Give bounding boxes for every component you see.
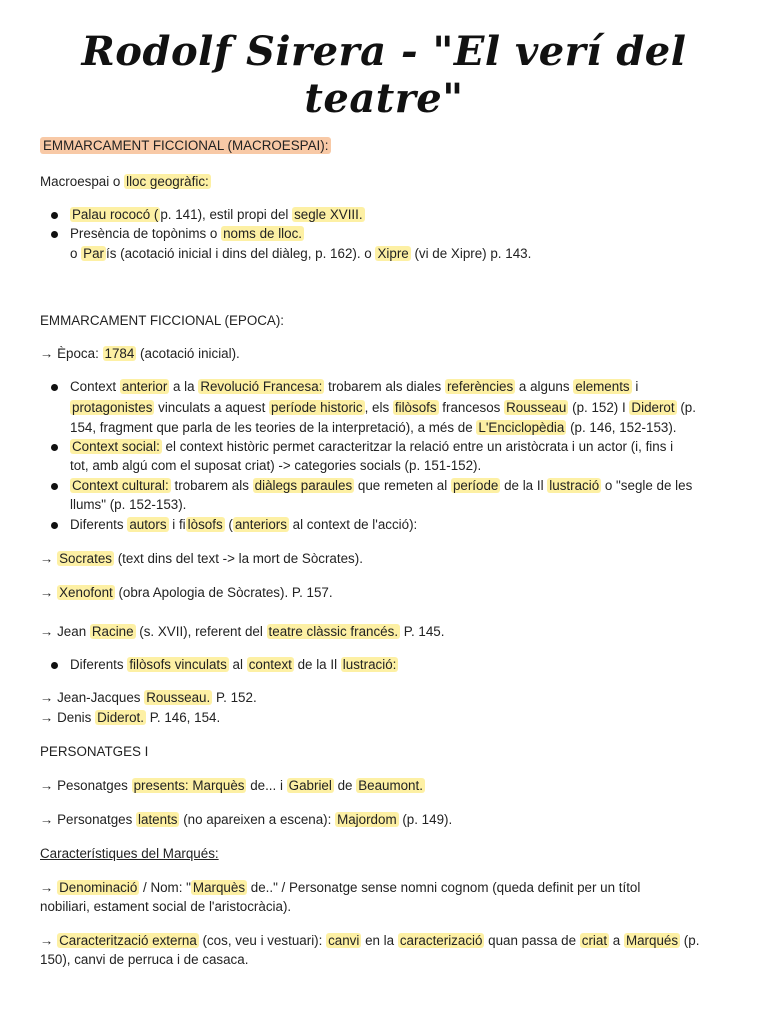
caracteristiques-heading: Característiques del Marqués:: [40, 846, 219, 861]
racine-line: → Jean Racine (s. XVII), referent del teatre clàssic francés. P. 145.: [40, 624, 445, 639]
list-item-toponims-cont: o Par ís (acotació inicial i dins del diàleg, p. 162). o Xipre (vi de Xipre) p. 143.: [70, 246, 532, 261]
list-item-context-social-l2: tot, amb algú com el suposat criat) -> categories socials (p. 151-152).: [70, 458, 482, 473]
list-item-context-anterior: Context anterior a la Revolució Francesa: trobarem als diales referències a alguns elements i: [70, 379, 639, 394]
xenofont-line: → Xenofont (obra Apologia de Sòcrates). P. 157.: [40, 585, 333, 600]
personatges-presents-line: → Pesonatges presents: Marquès de... i Gabriel de Beaumont.: [40, 778, 423, 793]
document-title: Rodolf Sirera - "El verí del teatre": [81, 28, 687, 122]
denominacio-line: → Denominació / Nom: " Marquès de.." / Personatge sense nomni cognom (queda definit per un títol: [40, 880, 641, 895]
diderot-line: → Denis Diderot. P. 146, 154.: [40, 710, 221, 725]
list-item-context-social: Context social: el context històric permet caracteritzar la relació entre un aristòcrata i un actor (i, fins i: [72, 439, 674, 454]
list-item-palau: Palau rococó ( p. 141), estil propi del segle XVIII.: [72, 207, 363, 222]
bullet-icon: [51, 212, 58, 219]
list-item-context-anterior-l3: 154, fragment que parla de les teories de la interpretació), a més de L'Enciclopèdia (p. 146, 152-153).: [70, 420, 677, 435]
socrates-line: → Socrates (text dins del text -> la mort de Sòcrates).: [40, 551, 363, 566]
epoca-line: → Època: 1784 (acotació inicial).: [40, 346, 240, 361]
bullet-icon: [51, 483, 58, 490]
macroespai-intro: Macroespai o lloc geogràfic:: [40, 174, 209, 189]
list-item-autors: Diferents autors i fi lòsofs ( anteriors al context de l'acció):: [70, 517, 418, 532]
denominacio-line-l2: nobiliari, estament social de l'aristocràcia).: [40, 899, 292, 914]
rousseau-line: → Jean-Jacques Rousseau. P. 152.: [40, 690, 257, 705]
section-heading-epoca: EMMARCAMENT FICCIONAL (EPOCA):: [40, 313, 285, 328]
caracteritzacio-line-l2: 150), canvi de perruca i de casaca.: [40, 952, 249, 967]
list-item-context-anterior-l2: protagonistes vinculats a aquest període historic , els filòsofs francesos Rousseau (p. 152) I Diderot (p.: [72, 400, 696, 415]
caracteritzacio-line: → Caracterització externa (cos, veu i vestuari): canvi en la caracterizació quan passa de criat a Marqués (p.: [40, 933, 700, 948]
bullet-icon: [51, 522, 58, 529]
list-item-toponims: Presència de topònims o noms de lloc.: [70, 226, 303, 241]
bullet-icon: [51, 444, 58, 451]
bullet-icon: [51, 231, 58, 238]
list-item-context-cultural: Context cultural: trobarem als diàlegs paraules que remeten al període de la Il lustració o "segle de les: [72, 478, 693, 493]
bullet-icon: [51, 384, 58, 391]
section-heading-macroespai: EMMARCAMENT FICCIONAL (MACROESPAI):: [40, 136, 730, 155]
list-item-filosofs: Diferents filòsofs vinculats al context de la Il lustració:: [70, 657, 397, 672]
list-item-context-cultural-l2: llums" (p. 152-153).: [70, 497, 187, 512]
bullet-icon: [51, 662, 58, 669]
section-heading-personatges: PERSONATGES I: [40, 744, 149, 759]
personatges-latents-line: → Personatges latents (no apareixen a escena): Majordom (p. 149).: [40, 812, 453, 827]
